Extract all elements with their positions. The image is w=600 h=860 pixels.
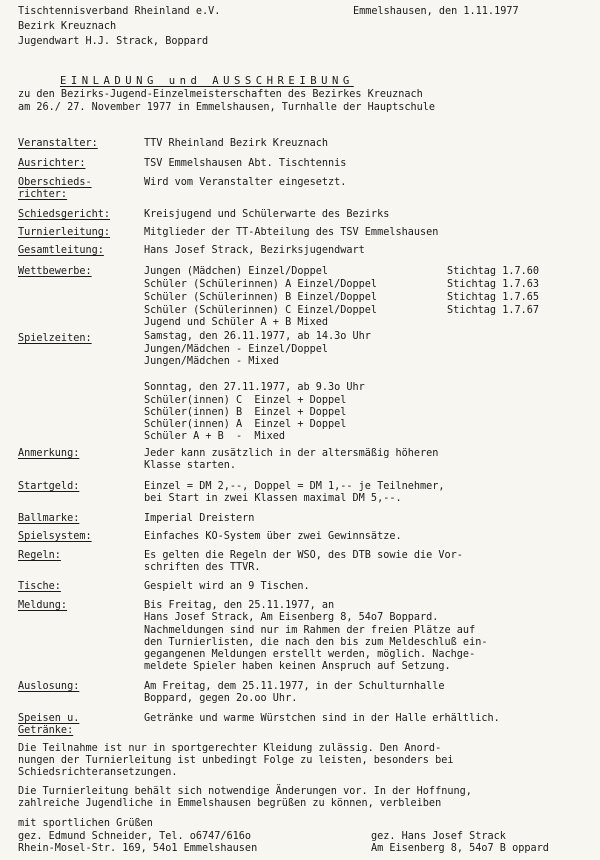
value-veranstalter: TTV Rheinland Bezirk Kreuznach — [144, 138, 329, 149]
meldung-line: gegangenen Meldungen erstellt werden, möglich. Nachge- — [144, 649, 476, 660]
wettbewerb-line: Schüler (Schülerinnen) A Einzel/Doppel — [144, 279, 378, 290]
closing-line: Die Teilnahme ist nur in sportgerechter Kleidung zulässig. Den Anord- — [18, 743, 442, 754]
label-startgeld: Startgeld: — [18, 481, 80, 492]
meldung-line: Hans Josef Strack, Am Eisenberg 8, 54o7 Boppard. — [144, 612, 439, 623]
org-line-1: Tischtennisverband Rheinland e.V. — [18, 6, 221, 17]
regeln-line: Es gelten die Regeln der WSO, des DTB sowie die Vor- — [144, 550, 463, 561]
closing-line: nungen der Turnierleitung ist unbedingt Folge zu leisten, besonders bei — [18, 755, 454, 766]
label-regeln: Regeln: — [18, 550, 61, 561]
anmerkung-line: Klasse starten. — [144, 460, 237, 471]
label-ausrichter: Ausrichter: — [18, 158, 86, 169]
spielzeit-line: Schüler(innen) C Einzel + Doppel — [144, 395, 347, 406]
org-line-3: Jugendwart H.J. Strack, Boppard — [18, 36, 209, 47]
label-veranstalter: Veranstalter: — [18, 138, 98, 149]
value-spielsystem: Einfaches KO-System über zwei Gewinnsätze. — [144, 531, 402, 542]
label-speisen-1: Speisen u. — [18, 713, 80, 724]
startgeld-line: bei Start in zwei Klassen maximal DM 5,--. — [144, 493, 402, 504]
wettbewerb-line: Schüler (Schülerinnen) C Einzel/Doppel — [144, 305, 378, 316]
closing2-line: Die Turnierleitung behält sich notwendige Änderungen vor. In der Hoffnung, — [18, 786, 472, 797]
wettbewerb-line: Jugend und Schüler A + B Mixed — [144, 317, 329, 328]
anmerkung-line: Jeder kann zusätzlich in der altersmäßig höheren — [144, 448, 439, 459]
label-gesamtleitung: Gesamtleitung: — [18, 245, 104, 256]
greeting: mit sportlichen Grüßen — [18, 818, 153, 829]
value-ballmarke: Imperial Dreistern — [144, 513, 255, 524]
value-ausrichter: TSV Emmelshausen Abt. Tischtennis — [144, 158, 347, 169]
label-wettbewerbe: Wettbewerbe: — [18, 266, 92, 277]
label-ballmarke: Ballmarke: — [18, 513, 80, 524]
label-spielzeiten: Spielzeiten: — [18, 333, 92, 344]
signature-left-line: Rhein-Mosel-Str. 169, 54o1 Emmelshausen — [18, 843, 258, 854]
label-schiedsgericht: Schiedsgericht: — [18, 209, 111, 220]
label-oberschiedsrichter-2: richter: — [18, 189, 68, 200]
value-gesamtleitung: Hans Josef Strack, Bezirksjugendwart — [144, 245, 365, 256]
intro-line-2: am 26./ 27. November 1977 in Emmelshausen, Turnhalle der Hauptschule — [18, 102, 436, 113]
value-schiedsgericht: Kreisjugend und Schülerwarte des Bezirks — [144, 209, 390, 220]
value-tische: Gespielt wird an 9 Tischen. — [144, 581, 310, 592]
dateline: Emmelshausen, den 1.11.1977 — [353, 6, 519, 17]
meldung-line: Nachmeldungen sind nur im Rahmen der freien Plätze auf — [144, 625, 476, 636]
closing2-line: zahlreiche Jugendliche in Emmelshausen begrüßen zu können, verbleiben — [18, 798, 442, 809]
label-auslosung: Auslosung: — [18, 681, 80, 692]
spielzeit-line: Sonntag, den 27.11.1977, ab 9.3o Uhr — [144, 382, 365, 393]
closing-line: Schiedsrichteransetzungen. — [18, 767, 178, 778]
meldung-line: Bis Freitag, den 25.11.1977, an — [144, 600, 335, 611]
document-title: EINLADUNG und AUSSCHREIBUNG — [60, 75, 354, 87]
startgeld-line: Einzel = DM 2,--, Doppel = DM 1,-- je Teilnehmer, — [144, 481, 445, 492]
signature-right-line: gez. Hans Josef Strack — [371, 831, 506, 842]
label-speisen-2: Getränke: — [18, 725, 74, 736]
label-meldung: Meldung: — [18, 600, 68, 611]
spielzeit-line: Schüler(innen) A Einzel + Doppel — [144, 419, 347, 430]
auslosung-line: Am Freitag, dem 25.11.1977, in der Schulturnhalle — [144, 681, 445, 692]
spielzeit-line: Jungen/Mädchen - Einzel/Doppel — [144, 344, 329, 355]
label-oberschiedsrichter-1: Oberschieds- — [18, 177, 92, 188]
intro-line-1: zu den Bezirks-Jugend-Einzelmeisterschaften des Bezirkes Kreuznach — [18, 89, 423, 100]
label-turnierleitung: Turnierleitung: — [18, 227, 111, 238]
spielzeit-line: Schüler(innen) B Einzel + Doppel — [144, 407, 347, 418]
meldung-line: den Turnierlisten, die nach den bis zum Meldeschluß ein- — [144, 637, 488, 648]
regeln-line: schriften des TTVR. — [144, 562, 261, 573]
meldung-line: meldete Spieler haben keinen Anspruch auf Setzung. — [144, 661, 451, 672]
label-tische: Tische: — [18, 581, 61, 592]
value-oberschiedsrichter: Wird vom Veranstalter eingesetzt. — [144, 177, 347, 188]
wettbewerb-stichtag: Stichtag 1.7.63 — [447, 279, 540, 290]
signature-left-line: gez. Edmund Schneider, Tel. o6747/616o — [18, 831, 252, 842]
value-speisen: Getränke und warme Würstchen sind in der Halle erhältlich. — [144, 713, 500, 724]
auslosung-line: Boppard, gegen 2o.oo Uhr. — [144, 693, 298, 704]
wettbewerb-stichtag: Stichtag 1.7.60 — [447, 266, 540, 277]
label-spielsystem: Spielsystem: — [18, 531, 92, 542]
spielzeit-line: Samstag, den 26.11.1977, ab 14.3o Uhr — [144, 331, 371, 342]
signature-right-line: Am Eisenberg 8, 54o7 B oppard — [371, 843, 549, 854]
wettbewerb-stichtag: Stichtag 1.7.67 — [447, 305, 540, 316]
label-anmerkung: Anmerkung: — [18, 448, 80, 459]
wettbewerb-stichtag: Stichtag 1.7.65 — [447, 292, 540, 303]
org-line-2: Bezirk Kreuznach — [18, 21, 117, 32]
wettbewerb-line: Schüler (Schülerinnen) B Einzel/Doppel — [144, 292, 378, 303]
wettbewerb-line: Jungen (Mädchen) Einzel/Doppel — [144, 266, 329, 277]
spielzeit-line: Schüler A + B - Mixed — [144, 431, 286, 442]
value-turnierleitung: Mitglieder der TT-Abteilung des TSV Emmelshausen — [144, 227, 439, 238]
spielzeit-line: Jungen/Mädchen - Mixed — [144, 356, 279, 367]
